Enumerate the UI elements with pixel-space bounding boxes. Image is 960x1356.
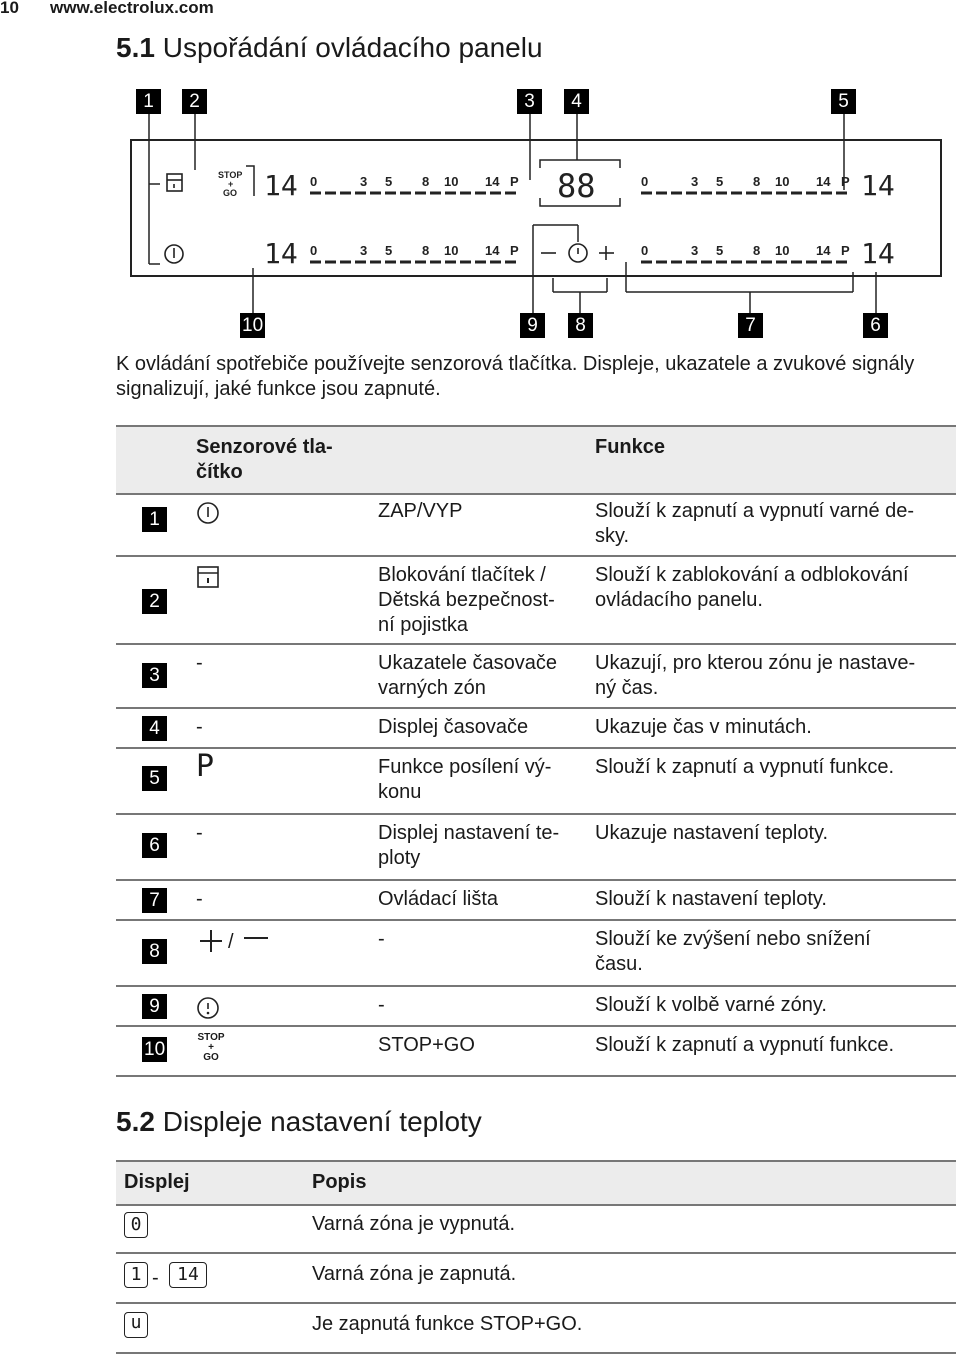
scale-label: 10 [444,243,459,258]
intro-text: K ovládání spotřebiče používejte senzorová tlačítka. Displeje, ukazatele a zvukové signály signalizují, jaké funkce jsou zapnuté. [116,353,915,400]
row-description: Ukazuje nastavení teploty. [595,822,829,844]
power-icon [165,245,183,263]
power-icon [196,499,222,530]
scale-label: 0 [310,243,318,258]
row-name-cont: ploty [378,847,421,869]
stop-go-icon [218,170,242,198]
row-name-cont: ní pojistka [378,614,469,636]
scale-label: 3 [360,243,368,258]
seg-display-rear-left: 14 [264,237,298,270]
scale-label: 5 [716,243,724,258]
scale-label: 5 [385,243,393,258]
row-number-badge: 1 [142,507,167,532]
timer-display [540,160,620,206]
table-row [116,1254,956,1304]
row-description: Slouží k volbě varné zóny. [595,994,827,1016]
row-description: Je zapnutá funkce STOP+GO. [312,1313,583,1335]
control-panel-diagram [0,0,960,340]
table-row [116,921,956,987]
display-stop-go: u [124,1312,148,1338]
callout-7: 7 [738,313,763,338]
table-row [116,493,956,557]
table-row [116,815,956,881]
table-row [116,749,956,815]
row-description-cont: sky. [595,525,630,547]
scale-label: 14 [816,243,831,258]
row-number-badge: 2 [142,589,167,614]
row-description: Ukazuje čas v minutách. [595,716,812,738]
row-description: Varná zóna je zapnutá. [312,1263,517,1285]
row-description: Slouží k nastavení teploty. [595,888,827,910]
callout-10: 10 [242,315,264,336]
row-name: STOP+GO [378,1034,475,1056]
svg-text:STOP: STOP [218,170,243,180]
scale-label: P [510,174,519,189]
table2-header [116,1160,956,1206]
row-description: Slouží k zapnutí a vypnutí funkce. [595,1034,895,1056]
row-name: Blokování tlačítek / [378,564,546,586]
callout-5: 5 [831,89,856,114]
row-name: - [378,928,385,950]
row-number-badge: 8 [142,939,167,964]
callout-1: 1 [136,89,161,114]
callout-9: 9 [520,313,545,338]
scale-label: P [510,243,519,258]
svg-text:88: 88 [557,167,596,205]
scale-label: 8 [422,243,430,258]
row-description-cont: ovládacího panelu. [595,589,763,611]
row-name: Ovládací lišta [378,888,499,910]
scale-label: 10 [775,174,790,189]
scale-label: P [841,243,850,258]
table1-body [116,493,956,1088]
col-function: Funkce [595,436,666,458]
callout-4: 4 [564,89,589,114]
scale-label: 10 [444,174,459,189]
scale-label: 8 [422,174,430,189]
scale-label: 8 [753,243,761,258]
row-name: Funkce posílení vý- [378,756,552,778]
scale-label: 14 [485,174,500,189]
table1-header [116,425,956,495]
lock-icon [167,174,182,191]
section-number: 5.1 [116,32,155,63]
table-row [116,881,956,921]
scale-label: P [841,174,850,189]
scale-label: 10 [775,243,790,258]
callout-8: 8 [568,313,593,338]
row-description-cont: času. [595,953,643,975]
lock-icon [196,563,222,594]
table-row [116,645,956,709]
col-sensor-line1: Senzorové tla- [196,436,333,458]
callout-3: 3 [517,89,542,114]
row-number-badge: 10 [144,1039,166,1060]
row-description: Varná zóna je vypnutá. [312,1213,516,1235]
row-name: Displej nastavení te- [378,822,560,844]
row-description: Ukazují, pro kterou zónu je nastave- [595,652,916,674]
display-min: 1 [124,1262,148,1288]
website-link[interactable]: www.electrolux.com [50,0,214,17]
range-dash: - [152,1267,159,1289]
scale-label: 0 [641,174,649,189]
row-number-badge: 5 [142,766,167,791]
scale-label: 0 [641,243,649,258]
svg-text:+: + [228,179,234,189]
scale-label: 5 [385,174,393,189]
row-number-badge: 4 [142,716,167,741]
row-name-cont: Dětská bezpečnost- [378,589,555,611]
table-row [116,1204,956,1254]
seg-display-front-left: 14 [264,169,298,202]
row-number-badge: 3 [142,663,167,688]
callout-2: 2 [182,89,207,114]
col-sensor-line2: čítko [196,461,243,483]
scale-label: 3 [691,174,699,189]
scale-label: 3 [360,174,368,189]
table-row [116,1027,956,1077]
scale-label: 5 [716,174,724,189]
scale-label: 0 [310,174,318,189]
plus-minus-icons [196,927,286,962]
row-number-badge: 6 [142,833,167,858]
scale-label: 8 [753,174,761,189]
symbol-dash: - [196,716,203,738]
page-number: 10 [0,0,19,17]
row-description: Slouží k zapnutí a vypnutí funkce. [595,756,895,778]
scale-label: 14 [816,174,831,189]
slash: / [228,931,234,953]
col-display: Displej [124,1171,190,1193]
symbol-dash: - [196,652,203,674]
callout-6: 6 [863,313,888,338]
seg-display-front-right: 14 [861,169,895,202]
leader-lines [149,114,876,313]
row-name: ZAP/VYP [378,500,463,522]
symbol-dash: - [196,888,203,910]
boost-symbol: P [196,749,215,784]
table-row [116,987,956,1027]
section-number-2: 5.2 [116,1106,155,1137]
row-name: - [378,994,385,1016]
section-title-5-2 [116,1106,482,1138]
table-row [116,1304,956,1354]
display-max: 14 [169,1262,207,1288]
zone-select-icon [196,993,222,1026]
table-row [116,557,956,645]
stop-go-icon: STOP + GO [197,1032,225,1063]
row-description: Slouží k zablokování a odblokování [595,564,909,586]
seg-display-rear-right: 14 [861,237,895,270]
row-number-badge: 9 [142,994,167,1019]
table2-body [116,1204,956,1354]
row-name: Ukazatele časovače [378,652,557,674]
section-title-text-2: Displeje nastavení teploty [162,1106,482,1137]
row-number-badge: 7 [142,888,167,913]
scale-label: 3 [691,243,699,258]
svg-text:GO: GO [223,188,238,198]
section-title-text: Uspořádání ovládacího panelu [162,32,543,63]
scale-label: 14 [485,243,500,258]
display-off: 0 [124,1212,148,1238]
col-description: Popis [312,1171,367,1193]
row-name-cont: varných zón [378,677,486,699]
symbol-dash: - [196,822,203,844]
row-name-cont: konu [378,781,422,803]
row-name: Displej časovače [378,716,529,738]
row-description: Slouží ke zvýšení nebo snížení [595,928,871,950]
row-description-cont: ný čas. [595,677,659,699]
table-row [116,709,956,749]
row-description: Slouží k zapnutí a vypnutí varné de- [595,500,915,522]
